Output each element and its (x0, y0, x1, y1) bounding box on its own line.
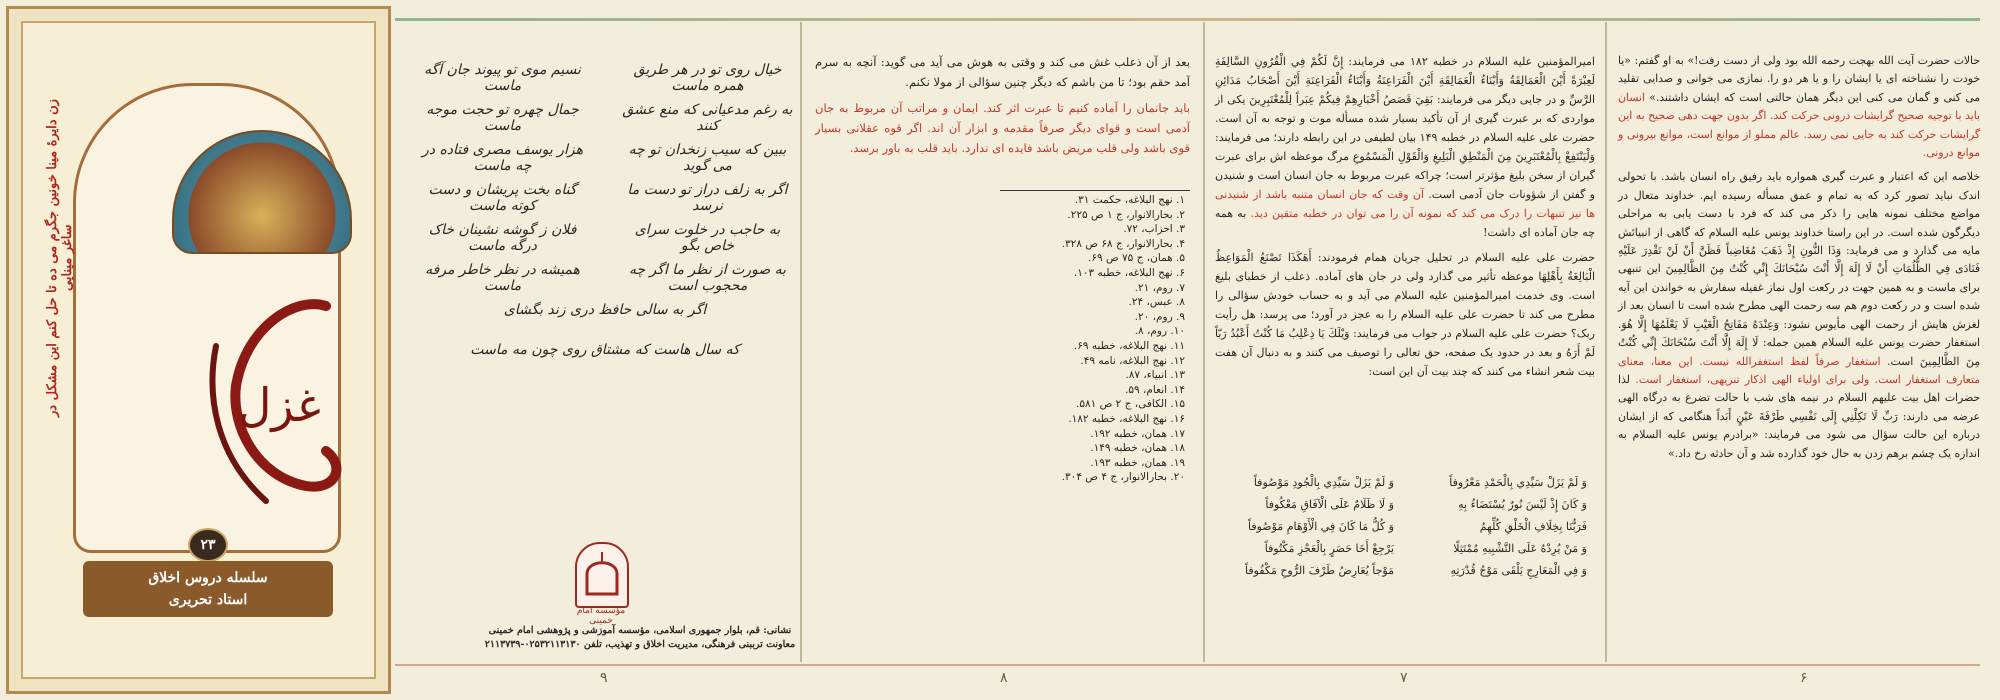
hemistich: يَرْجِعْ أَخَا حَصَرٍ بِالْعَجْزِ مَكْتُوفاً (1264, 542, 1394, 555)
page-7-column (1215, 52, 1595, 387)
footnote: ۷. روم، ۲۱. (1134, 281, 1185, 294)
panel-divider (1203, 22, 1205, 662)
footnote: ۱۴. انعام، ۵۹. (1125, 383, 1185, 396)
panel-divider (800, 22, 802, 662)
page-number: ۷ (1400, 670, 1408, 686)
hemistich: فَرَبُّنَا بِخِلَافِ الْخَلْقِ كُلِّهِمُ (1479, 520, 1587, 533)
page-number: ۹ (600, 670, 608, 686)
hemistich: به رغم مدعیانی که منع عشق کنند (622, 102, 793, 134)
arabic-poem (1222, 472, 1587, 582)
poem-single: اگر به سالی حافظ دری زند بگشای (503, 302, 707, 318)
hemistich: وَ فِي الْمَعَارِجِ يَلْقَى مَوْجُ قُدْرَتِهِ (1450, 564, 1587, 577)
hemistich: نسیم موی تو پیوند جان آگه ماست (424, 62, 581, 94)
paragraph: حضرت علی علیه السلام در تحلیل جریان همام فرمودند: أَهَكَذَا تَصْنَعُ الْمَوَاعِظُ الْبَالِغَةُ بِأَهْلِهَا موعظه تأثیر می گذارد ولی در جان های آماده. ذعلب از خطبای بلیغ است. وی خدمت امیرالمؤمنین علیه السلام می آید و به حساب خودش سؤالی را مطرح می کند تا حضرت علی علیه السلام را به عجز در آورد؛ می پرسد: هل رأیت ربک؟ حضرت علی علیه السلام در جواب می فرمایند: وَيْلَكَ يَا ذِعْلِبُ مَا كُنْتُ أَعْبُدُ رَبّاً لَمْ أَرَهُ و بعد در حدود یک صفحه، حق تعالی را توصیف می کنند و به دنبال آن هفت بیت شعر انشاء می کنند که چند بیت آن این است: (1215, 251, 1595, 378)
panel-divider (1605, 22, 1607, 662)
arabic-poem-row (1222, 472, 1587, 494)
footnote: ۱۵. الکافی، ج ۲ ص ۵۸۱. (1076, 398, 1185, 411)
hemistich: وَ لَمْ يَزَلْ سَيِّدِي بِالْجُودِ مَوْصُوفاً (1253, 476, 1394, 489)
top-rule (395, 18, 1980, 21)
footnote: ۱۱. نهج البلاغه، خطبه ۶۹. (1073, 339, 1185, 352)
poem-row (415, 102, 795, 142)
footnote: ۲. بحارالانوار، ج ۱ ص ۲۲۵. (1067, 208, 1185, 221)
highlight-paragraph: باید جانمان را آماده کنیم تا عبرت اثر کند. ایمان و مراتب آن مربوط به جان آدمی است و قوای دیگر صرفاً مقدمه و ابزار آن اند. اگر قوه عقلانی بسیار قوی باشد ولی قلب مریض باشد فایده ای ندارد. باید قلب به باور برسد. (815, 101, 1190, 155)
hemistich: وَ كُلُّ مَا كَانَ فِي الْأَوْهَامِ مَوْصُوفاً (1247, 520, 1394, 533)
hemistich: گناه بخت پریشان و دست کوته ماست (428, 182, 577, 214)
paragraph (1215, 52, 1595, 242)
arabic-poem-row (1222, 560, 1587, 582)
footnote: ۲۰. بحارالانوار، ج ۴ ص ۳۰۴. (1061, 471, 1185, 484)
page-number: ۶ (1800, 670, 1808, 686)
footnote: ۱۸. همان، خطبه ۱۴۹. (1090, 442, 1185, 455)
hemistich: اگر به زلف دراز تو دست ما نرسد (627, 182, 788, 214)
page-number: ۸ (1000, 670, 1008, 686)
footnote: ۱۳. انبیاء، ۸۷. (1125, 369, 1185, 382)
page-8-column (815, 52, 1190, 164)
footnote: ۵. همان، ج ۷۵ ص ۶۹. (1088, 252, 1185, 265)
footnote: ۸. عبس، ۲۴. (1128, 296, 1185, 309)
series-line-1: سلسله دروس اخلاق (148, 570, 268, 586)
series-line-2: استاد تحریری (168, 592, 248, 608)
hafez-poem (415, 62, 795, 382)
lesson-number-badge: ۲۳ (188, 528, 228, 562)
hemistich: وَ لَمْ يَزَلْ سَيِّدِي بِالْحَمْدِ مَعْرُوفاً (1449, 476, 1587, 489)
poem-row (415, 62, 795, 102)
dome-logo-icon (577, 544, 627, 606)
text-run: خلاصه این که اعتبار و عبرت گیری همواره باید رفیق راه انسان باشد. با تحولی اندک نباید تصور کرد که به تمام و عمق مسأله رسیده ایم. خداوند متعال در مواضع مختلف نمونه هایی را ذکر می کند که فرد با دست یابی به مراحلی دیگرگون شده است. در این راستا خداوند یونس علیه السلام که گاهی از انبیائش مایه می گذارد و می فرماید: وَذَا النُّونِ إِذْ ذَهَبَ مُغَاضِباً فَظَنَّ أَنْ لَنْ نَقْدِرَ عَلَيْهِ فَنَادَى فِي الظُّلُمَاتِ أَنْ لَا إِلَهَ إِلَّا أَنْتَ سُبْحَانَكَ إِنِّي كُنْتُ مِنَ الظَّالِمِينَ این تنبهی برای ماست و به همین جهت در رکعت اول نماز غفیله سفارش به خواندن این آیه شده است و در رکعت دوم هم سه رحمت الهی مطرح شده است تا انسان بعد از لغزش هایش از رحمت الهی مأیوس نشود: وَعِنْدَهُ مَفَاتِحُ الْغَيْبِ لَا يَعْلَمُهَا إِلَّا هُوَ. استغفار حضرت یونس علیه السلام همین جمله: لَا إِلَهَ إِلَّا أَنْتَ سُبْحَانَكَ إِنِّي كُنْتُ مِنَ الظَّالِمِينَ است. (1618, 170, 1980, 368)
paragraph: بعد از آن ذعلب غش می کند و وقتی به هوش می آید می گوید: آنچه به سرم آمد حقم بود؛ تا من باشم که دیگر چنین سؤالی از مولا نکنم. (815, 55, 1190, 89)
footnote: ۱۷. همان، خطبه ۱۹۲. (1090, 427, 1185, 440)
logo-label: مؤسسه امام خمینی (576, 606, 626, 626)
hemistich: جمال چهره تو حجت موجه ماست (426, 102, 579, 134)
footnote: ۱۰. روم، ۸. (1134, 325, 1185, 338)
footnote: ۱۲. نهج البلاغه، نامه ۴۹. (1080, 354, 1185, 367)
paragraph (1618, 52, 1980, 162)
arabic-poem-row (1222, 494, 1587, 516)
poem-row (415, 142, 795, 182)
hemistich: به صورت از نظر ما اگر چه محجوب است (628, 262, 787, 294)
cover-frame (21, 21, 376, 679)
bottom-rule (395, 664, 1980, 666)
footnote: ۱. نهج البلاغه، حکمت ۳۱. (1074, 194, 1185, 206)
hemistich: وَ كَانَ إِذْ لَيْسَ نُورٌ يُسْتَضَاءُ بِهِ (1458, 498, 1587, 511)
text-run: امیرالمؤمنین علیه السلام در خطبه ۱۸۲ می فرمایند: إِنَّ لَكُمْ فِي الْقُرُونِ السَّالِفَةِ لَعِبْرَةً أَيْنَ الْعَمَالِقَةُ وَأَبْنَاءُ الْعَمَالِقَةِ أَيْنَ الْفَرَاعِنَةُ وَأَبْنَاءُ الْفَرَاعِنَةِ أَيْنَ أَصْحَابُ مَدَائِنِ الرَّسِّ و در جایی دیگر می فرمایند: بَقِيَ قَصَصُ أَخْبَارِهِمْ فِيكُمْ عِبَراً لِلْمُعْتَبِرِينَ یکی از مواردی که بر عبرت گیری از آن تأکید بسیار شده مسأله موت و توجه به آن است. حضرت علی علیه السلام در خطبه ۱۴۹ بیان لطیفی در این رابطه دارند؛ می فرمایند: وَلْيَنْتَفِعْ بِالْمُعْتَبَرِينَ مِنَ الْمَنْطِقِ الْبَلِيغِ وَالْقَوْلِ الْمَسْمُوعِ مرگ موعظه اش برای عبرت گیران از سخن بلیغ مؤثرتر است؛ چراکه عبرت مربوط به جان انسان است و شنیدن و گفتن از شؤونات جان آدمی است. (1215, 55, 1595, 201)
contact-line-2: معاونت ترببنی فرهنگی، مدیریت اخلاق و تهذیب، تلفن ۰۲۵۳۲۱۱۳۱۳۰-۲۱۱۳۷۳۹ (484, 639, 796, 650)
poem-row (415, 262, 795, 302)
institute-logo (575, 542, 629, 608)
footnote: ۱۹. همان، خطبه ۱۹۳. (1090, 456, 1185, 469)
arc-title: زن دایرهٔ مینا خونین جگرم می ده تا حل کنم این مشکل در ساغر مینایی (45, 99, 75, 417)
text-run: حالات حضرت آیت الله بهجت رحمه الله بود ولی از دست رفت!» به او گفتم: «یا خودت را نشناخته ای یا ایشان را و یا هر دو را. نمازی می خوانی و صدایی تقلید می کنی و گمان می کنی این دیگر همان حالتی است که ایشان داشتند.» (1618, 54, 1981, 104)
footnote: ۹. روم، ۲۰. (1134, 310, 1185, 323)
hemistich: همیشه در نظر خاطر مرفه ماست (425, 262, 580, 294)
poem-row (415, 222, 795, 262)
footnote: ۳. احزاب، ۷۲. (1123, 223, 1185, 236)
hemistich: هزار یوسف مصری فتاده در چه ماست (422, 142, 583, 174)
hemistich: وَ لَا ظَلَامٌ عَلَى الْآفَاقِ مَعْكُوفاً (1265, 498, 1394, 511)
highlight-text: آن وقت که جان انسان متنبه باشد از شنیدنی ها نیز تنبهات را درک می کند که نمونه آن را می توان در خطبه متقین دید. (1215, 188, 1596, 220)
footnote: ۱۶. نهج البلاغه، خطبه ۱۸۲. (1068, 412, 1185, 425)
arabic-poem-row (1222, 516, 1587, 538)
arabic-poem-row (1222, 538, 1587, 560)
text-run: لذا حضرات اهل بیت علیهم السلام در نیمه های شب با حالت تضرع به درگاه الهی عرضه می دارند: رَبِّ لَا تَكِلْنِي إِلَى نَفْسِي طَرْفَةَ عَيْنٍ أَبَداً هنگامی که از ایشان درباره این حالت سؤال می شود می فرمایند: «برادرم یونس علیه السلام به اندازه یک چشم برهم زدن به حال خود گذارده شد و آن حادثه رخ داد.» (1618, 372, 1980, 460)
cover-panel (6, 6, 391, 694)
series-label (83, 561, 333, 617)
contact-info (460, 624, 820, 652)
footnote: ۶. نهج البلاغه، خطبه ۱۰۳. (1073, 266, 1185, 279)
main-word: غزل (238, 378, 321, 432)
hemistich: ببین که سیب زنخدان تو چه می گوید (628, 142, 787, 174)
footnotes (1000, 193, 1185, 485)
footnote-rule (1000, 190, 1190, 191)
arch-frame (73, 83, 341, 553)
page-6-column (1618, 52, 1980, 469)
text-run: به همه چه جان آماده ای داشت! (1215, 207, 1595, 239)
hemistich: به حاجب در خلوت سرای خاص بگو (634, 222, 781, 254)
hemistich: مَوْجاً يُعَارِضُ طَرْفَ الرُّوحِ مَكْفُوفاً (1245, 564, 1394, 577)
hemistich: وَ مَنْ يُرِدْهُ عَلَى التَّشْبِيهِ مُمْتَثِلًا (1453, 542, 1587, 555)
footnote: ۴. بحارالانوار، ج ۶۸ ص ۳۲۸. (1061, 237, 1185, 250)
poem-single: که سال هاست که مشتاق روی چون مه ماست (470, 342, 740, 358)
hemistich: خیال روی تو در هر طریق همره ماست (633, 62, 782, 94)
poem-row (415, 182, 795, 222)
ghazal-calligraphy (176, 286, 356, 516)
contact-line-1: نشانی: قم، بلوار جمهوری اسلامی، مؤسسه آموزشی و پژوهشی امام خمینی (488, 625, 792, 636)
dome-ornament (172, 130, 352, 254)
paragraph (1618, 168, 1980, 463)
highlight-text: انسان باید با توجیه صحیح گرایشات درونی حرکت کند. اگر بدون جهت دهی صحیح به این گرایشات حرکت کند به جایی نمی رسد. عالم مملو از موانع است، موانع بیرونی و موانع درونی. (1618, 90, 1980, 160)
highlight-text: استغفار صرفاً لفظ استغفرالله نیست. این معنا، معنای متعارف استغفار است. ولی برای اولیاء الهی اذکار تنزیهی، استغفار است. (1618, 354, 1980, 386)
hemistich: فلان ز گوشه نشینان خاک درگه ماست (428, 222, 577, 254)
